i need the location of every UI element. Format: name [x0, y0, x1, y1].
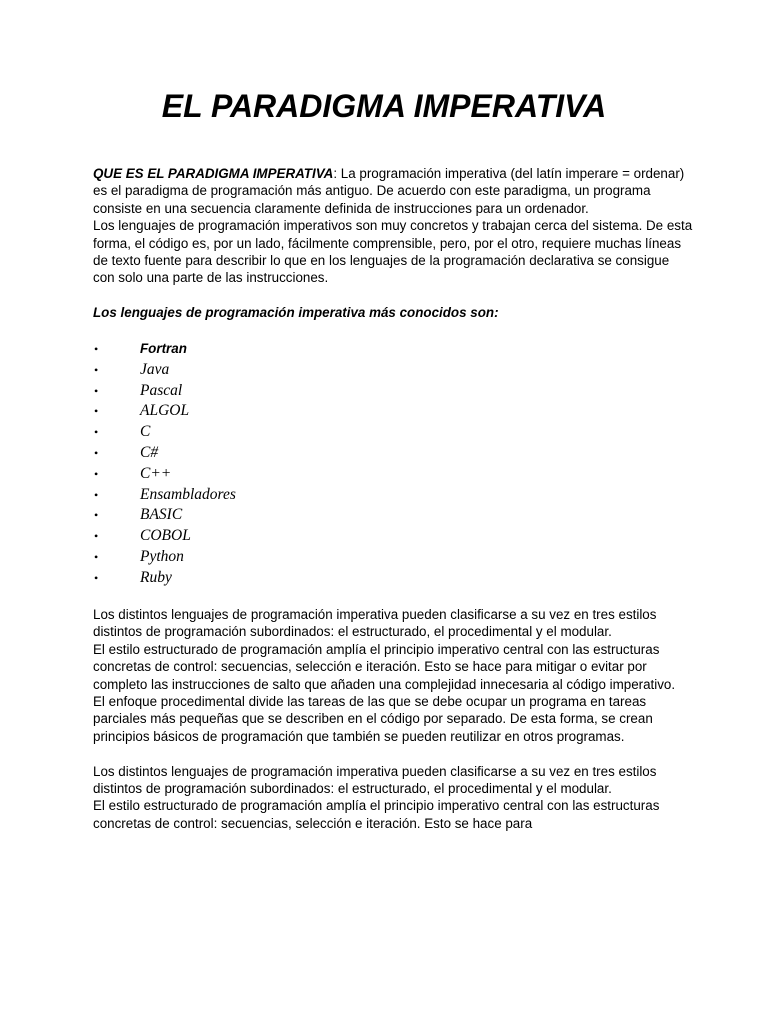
language-name: Ruby: [140, 568, 172, 586]
paragraph-4: El estilo estructurado de programación amplía el principio imperativo central con las estructuras concretas de control: secuencias, selección e iteración. Esto se hace para mitigar o evitar por completo las instrucciones de salto que añaden una complejidad innecesaria al código imperativo.: [93, 641, 676, 692]
bullet-icon: •: [94, 383, 99, 398]
bullet-icon: •: [94, 342, 99, 357]
intro-label: QUE ES EL PARADIGMA IMPERATIVA: [93, 166, 334, 181]
list-item: [93, 485, 693, 506]
language-name: ALGOL: [140, 402, 190, 420]
list-item: [93, 547, 693, 568]
list-item: [93, 526, 693, 547]
intro-text: : La programación imperativa (del latín imperare = ordenar) es el paradigma de programación más antiguo. De acuerdo con este paradigma, un programa consiste en una secuencia claramente definida de instrucciones para un ordenador.: [93, 166, 685, 216]
paragraph-6: Los distintos lenguajes de programación imperativa pueden clasificarse a su vez en tres estilos distintos de programación subordinados: el estructurado, el procedimental y el modular.: [93, 763, 657, 797]
bullet-icon: •: [94, 466, 99, 481]
document-title: EL PARADIGMA IMPERATIVA: [161, 88, 607, 124]
bullet-icon: •: [94, 508, 99, 523]
bullet-icon: •: [94, 425, 99, 440]
paragraph-3: Los distintos lenguajes de programación imperativa pueden clasificarse a su vez en tres estilos distintos de programación subordinados: el estructurado, el procedimental y el modular.: [93, 606, 657, 640]
language-name: Fortran: [140, 341, 187, 357]
list-item: [93, 339, 693, 360]
bullet-icon: •: [94, 362, 99, 377]
language-list: [93, 339, 693, 589]
intro-paragraph: [93, 165, 693, 217]
language-name: BASIC: [140, 506, 183, 524]
paragraph-2: Los lenguajes de programación imperativos son muy concretos y trabajan cerca del sistema. De esta forma, el código es, por un lado, fácilmente comprensible, pero, por el otro, requiere muchas líneas de texto fuente para describir lo que en los lenguajes de la programación declarativa se consigue con solo una parte de las instrucciones.: [93, 218, 693, 286]
paragraph-7: El estilo estructurado de programación amplía el principio imperativo central con las estructuras concretas de control: secuencias, selección e iteración. Esto se hace para: [93, 798, 660, 831]
paragraph-5: El enfoque procedimental divide las tareas de las que se debe ocupar un programa en tareas parciales más pequeñas que se describen en el código por separado. De esta forma, se crean principios básicos de programación que también se pueden reutilizar en otros programas.: [93, 694, 653, 744]
language-name: C#: [140, 444, 159, 462]
list-item: [93, 443, 693, 464]
language-name: Python: [140, 548, 184, 565]
list-item: [93, 422, 693, 443]
bullet-icon: •: [94, 404, 99, 419]
bullet-icon: •: [94, 446, 99, 461]
language-name: COBOL: [140, 527, 191, 545]
language-name: Pascal: [140, 381, 183, 399]
bullet-icon: •: [94, 529, 99, 544]
language-name: C++: [140, 464, 172, 482]
bullet-icon: •: [94, 570, 99, 585]
list-item: [93, 505, 693, 526]
list-item: [93, 360, 693, 381]
list-item: [93, 568, 693, 589]
bullet-icon: •: [94, 487, 99, 502]
list-item: [93, 381, 693, 402]
language-name: C: [140, 423, 151, 441]
language-name: Java: [140, 360, 170, 378]
bullet-icon: •: [94, 550, 99, 564]
list-item: [93, 401, 693, 422]
document-body: [93, 165, 693, 832]
list-item: [93, 464, 693, 485]
paragraph-gap: [93, 745, 693, 762]
list-heading: Los lenguajes de programación imperativa más conocidos son:: [93, 305, 499, 321]
language-name: Ensambladores: [140, 485, 236, 503]
